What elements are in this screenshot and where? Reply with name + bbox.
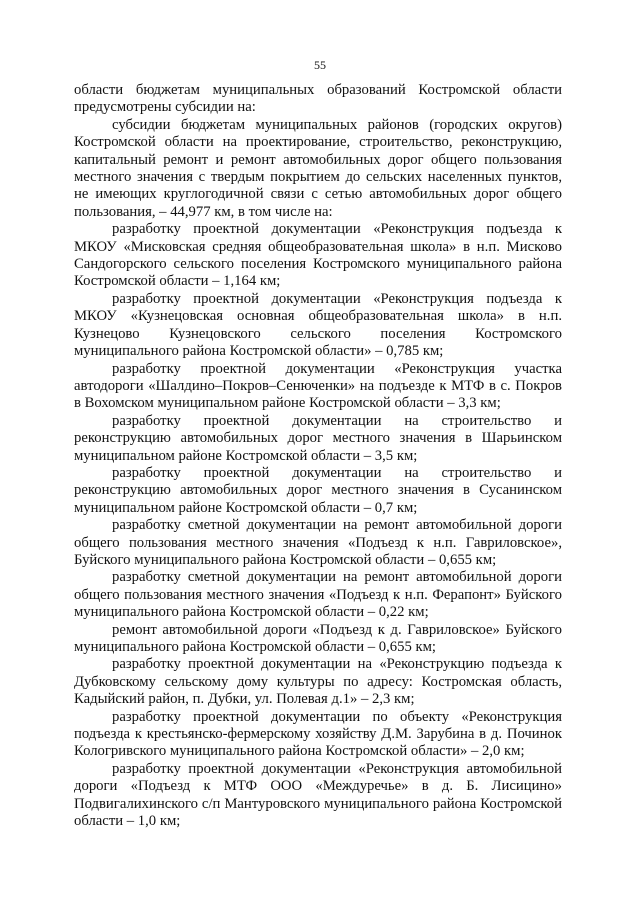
paragraph: области бюджетам муниципальных образований Костромской области предусмотрены субсидии на: xyxy=(74,82,562,116)
paragraph: разработку проектной документации на «Реконструкцию подъезда к Дубковскому сельскому дому культуры по адресу: Костромская область, Кадыйский район, п. Дубки, ул. Полевая д.1» – 2,3 км; xyxy=(74,656,562,708)
paragraph: разработку проектной документации по объекту «Реконструкция подъезда к крестьянско-фермерскому хозяйству Д.М. Зарубина в д. Починок Кологривского муниципального района Костромской области» – 2,0 км; xyxy=(74,708,562,760)
document-body xyxy=(74,82,562,830)
paragraph: разработку проектной документации на строительство и реконструкцию автомобильных дорог местного значения в Шарьинском муниципальном районе Костромской области – 3,5 км; xyxy=(74,412,562,464)
paragraph: разработку проектной документации «Реконструкция автомобильной дороги «Подъезд к МТФ ООО «Междуречье» в д. Б. Лисицино» Подвигалихинского с/п Мантуровского муниципального района Костромской области – 1,0 км; xyxy=(74,760,562,830)
paragraph: разработку сметной документации на ремонт автомобильной дороги общего пользования местного значения «Подъезд к н.п. Гавриловское», Буйского муниципального района Костромской области – 0,655 км; xyxy=(74,517,562,568)
paragraph: ремонт автомобильной дороги «Подъезд к д. Гавриловское» Буйского муниципального района Костромской области – 0,655 км; xyxy=(74,621,562,655)
paragraph: разработку проектной документации на строительство и реконструкцию автомобильных дорог местного значения в Сусанинском муниципальном районе Костромской области – 0,7 км; xyxy=(74,464,562,516)
paragraph: разработку сметной документации на ремонт автомобильной дороги общего пользования местного значения «Подъезд к н.п. Ферапонт» Буйского муниципального района Костромской области – 0,22 км; xyxy=(74,569,562,621)
paragraph: разработку проектной документации «Реконструкция подъезда к МКОУ «Мисковская средняя общеобразовательная школа» в н.п. Мисково Сандогорского сельского поселения Костромского муниципального района Костромской области – 1,164 км; xyxy=(74,221,562,290)
paragraph: разработку проектной документации «Реконструкция участка автодороги «Шалдино–Покров–Сенюченки» на подъезде к МТФ в с. Покров в Вохомском муниципальном районе Костромской области – 3,3 км; xyxy=(74,360,562,412)
paragraph: субсидии бюджетам муниципальных районов (городских округов) Костромской области на проектирование, строительство, реконструкцию, капитальный ремонт и ремонт автомобильных дорог общего пользования местного значения с твердым покрытием до сельских населенных пунктов, не имеющих круглогодичной связи с сетью автомобильных дорог общего пользования, – 44,977 км, в том числе на: xyxy=(74,116,562,220)
paragraph: разработку проектной документации «Реконструкция подъезда к МКОУ «Кузнецовская основная общеобразовательная школа» в н.п. Кузнецово Кузнецовского сельского поселения Костромского муниципального района Костромской области» – 0,785 км; xyxy=(74,290,562,360)
page-number: 55 xyxy=(314,58,326,72)
